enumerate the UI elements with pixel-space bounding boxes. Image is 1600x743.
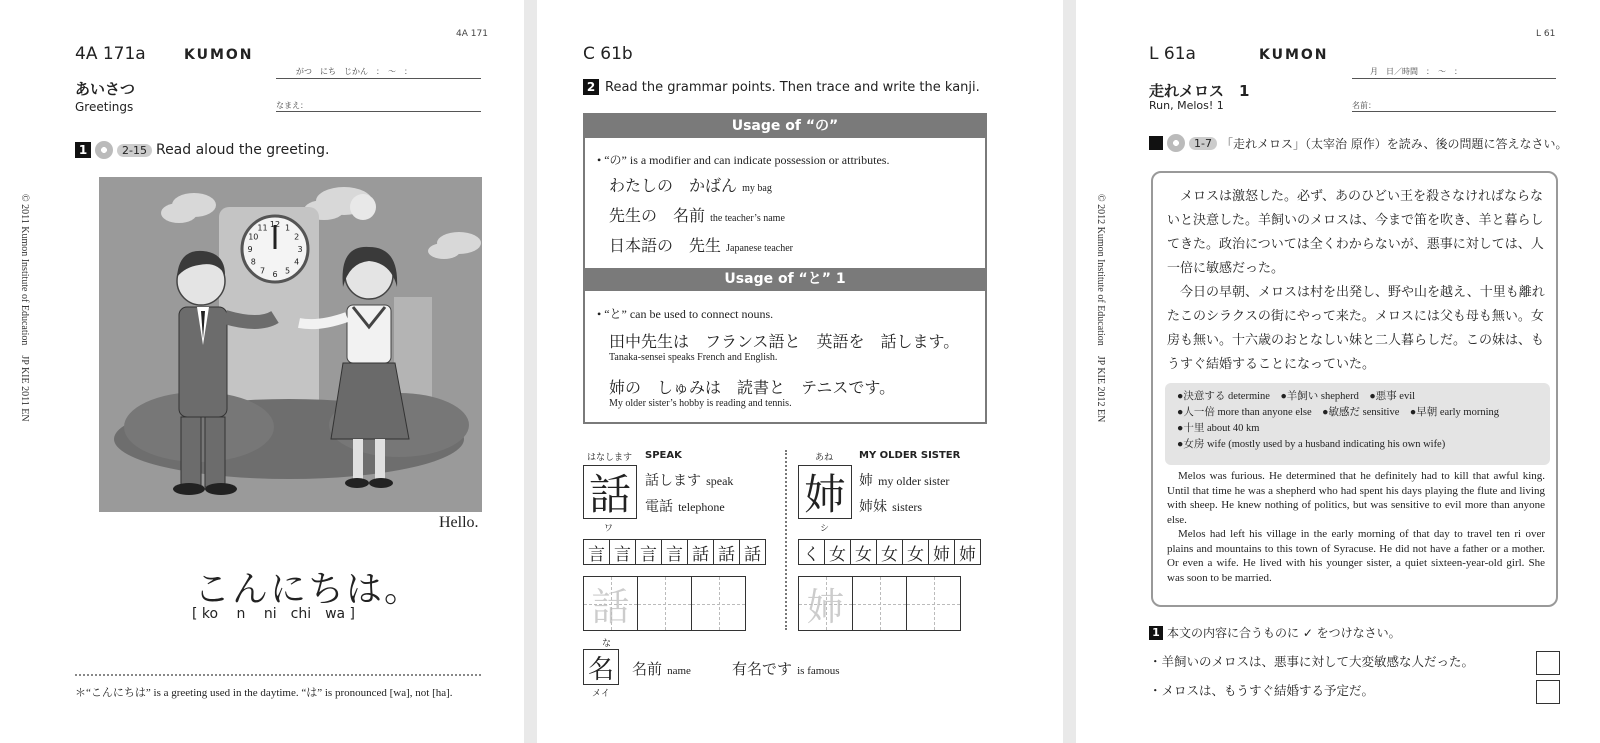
audio-cd-icon[interactable] [95, 141, 113, 159]
stroke-step: 言 [662, 540, 688, 564]
stroke-step: く [799, 540, 825, 564]
example-row [609, 203, 785, 226]
footnote-divider [75, 674, 481, 676]
date-line [276, 78, 481, 79]
lesson-code: L 61a [1149, 44, 1196, 64]
stroke-step: 言 [610, 540, 636, 564]
example-en: Tanaka-sensei speaks French and English. [609, 352, 778, 363]
example-en: Japanese teacher [726, 243, 794, 254]
lesson-code: 4A 171a [75, 44, 146, 64]
greeting-illustration [99, 177, 482, 512]
practice-cell[interactable] [853, 577, 907, 630]
example-en: my bag [742, 183, 772, 194]
grammar-box [583, 113, 987, 424]
kanji-word: 有名です is famous [732, 660, 840, 678]
kanji-onyomi: メイ [592, 689, 610, 699]
translation-paragraph: Melos had left his village in the early morning of that day to travel ten ri over plains and mountains to this town of Syracuse. He did not have a father or a mother. Or even a wife. He lived with his younger sister, a quiet sixteen-year-old girl. She was soon to be married. [1167, 528, 1545, 584]
worksheet-page-greetings [0, 0, 524, 743]
clock-icon [242, 216, 308, 282]
kanji-main: 名 [583, 649, 619, 685]
audio-track-label: 1-7 [1189, 137, 1217, 150]
stroke-step: 姉 [929, 540, 955, 564]
kanji-word: 電話 telephone [645, 499, 725, 515]
worksheet-page-grammar [537, 0, 1063, 743]
stroke-step: 女 [903, 540, 929, 564]
trace-cell[interactable]: 姉 [799, 577, 853, 630]
clock-numeral: 11 [257, 223, 268, 233]
clock-numeral: 8 [250, 257, 256, 267]
section-heading [583, 79, 980, 95]
section-number: 2 [583, 79, 599, 95]
kanji-meaning: SPEAK [645, 450, 682, 461]
kanji-reading: はなします [587, 453, 633, 463]
date-line-label: 月 日／時間 ： 〜 ： [1370, 67, 1462, 76]
kanji-reading: あね [815, 453, 834, 463]
corner-code: L 61 [1536, 29, 1556, 39]
footnote: ＊“こんにちは” is a greeting used in the daytime. “は” is pronounced [wa], not [ha]. [75, 687, 453, 699]
trace-cell[interactable]: 話 [584, 577, 638, 630]
kanji-main: 姉 [798, 465, 852, 519]
stroke-step: 話 [714, 540, 740, 564]
answer-checkbox[interactable] [1536, 651, 1560, 675]
example-jp: わたしの かばん [609, 176, 738, 195]
practice-cell[interactable] [638, 577, 692, 630]
stroke-step: 話 [744, 544, 761, 565]
translation-paragraph: Melos was furious. He determined that he definitely had to kill that awful king. Until that time he was a shepherd who had spent his days playing the flute and living with sheep. He knew nothing of politics, but was sensitive to evil more than anyone else. [1167, 470, 1545, 526]
worksheet-page-reading [1076, 0, 1600, 743]
name-line-label: 名前： [1352, 101, 1376, 110]
question-item: ・羊飼いのメロスは、悪事に対して大変敏感な人だった。 [1149, 654, 1475, 669]
section-heading [75, 141, 329, 159]
kanji-meaning: MY OLDER SISTER [859, 450, 961, 461]
example-jp: 先生の 名前 [609, 206, 706, 225]
writing-practice-grid[interactable] [583, 576, 746, 631]
clock-numeral: 9 [247, 245, 253, 254]
kanji-word: 姉 my older sister [859, 473, 950, 489]
kumon-logo: KUMON [1259, 47, 1329, 63]
clock-numeral: 6 [272, 270, 278, 279]
clock-numeral: 7 [259, 266, 266, 276]
glossary-line: ●女房 wife (mostly used by a husband indicating his own wife) [1177, 439, 1446, 450]
grammar-bullet-to: • “と” can be used to connect nouns. [597, 307, 774, 321]
stroke-order-row [583, 539, 766, 565]
question-item: ・メロスは、もうすぐ結婚する予定だ。 [1149, 683, 1375, 698]
copyright-vertical: © 2012 Kumon Institute of Education JP KIE 2012 EN [1095, 194, 1106, 423]
kanji-onyomi: ワ [604, 524, 614, 534]
kanji-word: 名前 name [632, 660, 691, 678]
example-jp: 姉の しゅみは 読書と テニスです。 [609, 378, 896, 397]
section-number: 1 [75, 142, 91, 158]
kanji-main: 話 [583, 465, 637, 519]
lesson-code: C 61b [583, 44, 633, 64]
clock-numeral: 5 [284, 266, 291, 276]
kanji-divider [785, 450, 787, 630]
section-square-icon [1149, 136, 1163, 150]
glossary-line: ●人一倍 more than anyone else ●敏感だ sensitive ●早朝 early morning [1177, 407, 1500, 418]
grammar-header-to: Usage of “と” 1 [585, 268, 985, 291]
instruction-text: 「走れメロス」（太宰治 原作）を読み、後の問題に答えなさい。 [1220, 136, 1568, 151]
clock-numeral: 4 [294, 257, 300, 267]
kanji-word: 話します speak [645, 473, 734, 489]
example-row [609, 375, 895, 409]
stroke-step: 姉 [959, 544, 976, 565]
answer-checkbox[interactable] [1536, 680, 1560, 704]
grammar-bullet-no: • “の” is a modifier and can indicate possession or attributes. [597, 153, 890, 167]
kanji-onyomi: シ [820, 524, 830, 534]
clock-numeral: 10 [248, 232, 259, 242]
page-title-en: Run, Melos! 1 [1149, 99, 1224, 112]
stroke-step: 女 [825, 540, 851, 564]
story-paragraph: 今日の早朝、メロスは村を出発し、野や山を越え、十里も離れたこのシラクスの街にやって来た。メロスには父も母も無い。女房も無い。十六歳のおとなしい妹と二人暮らしだ。この妹は、もうすぐ結婚することになっていた。 [1167, 285, 1545, 372]
stroke-step: 女 [877, 540, 903, 564]
glossary-box [1165, 383, 1550, 465]
practice-cell[interactable] [907, 577, 960, 630]
example-jp: 日本語の 先生 [609, 236, 722, 255]
stroke-order-row [798, 539, 981, 565]
audio-track-label: 2-15 [117, 144, 152, 157]
reading-passage-box [1151, 171, 1558, 607]
stroke-step: 話 [688, 540, 714, 564]
kumon-logo: KUMON [184, 47, 254, 63]
stroke-step: 女 [851, 540, 877, 564]
stroke-step: 言 [584, 540, 610, 564]
example-en: the teacher’s name [710, 213, 785, 224]
name-line [1352, 111, 1556, 112]
clock-numeral: 3 [297, 245, 303, 254]
grammar-header-no: Usage of “の” [585, 115, 985, 138]
section-heading [1149, 134, 1568, 152]
corner-code: 4A 171 [456, 29, 488, 39]
page-title-jp: 走れメロス 1 [1149, 82, 1250, 100]
clock-numeral: 2 [294, 232, 300, 242]
date-line [1352, 78, 1556, 79]
name-line-label: なまえ： [276, 101, 308, 110]
example-row [609, 173, 772, 196]
writing-practice-grid[interactable] [798, 576, 961, 631]
copyright-vertical: © 2011 Kumon Institute of Education JP KIE 2011 EN [19, 194, 30, 422]
question-instruction: 本文の内容に合うものに ✓ をつけなさい。 [1167, 626, 1401, 640]
instruction-text: Read aloud the greeting. [155, 142, 330, 158]
clock-numeral: 12 [269, 220, 281, 229]
romaji-reading: [ ko n ni chi wa ] [192, 606, 356, 622]
question-number: 1 [1149, 626, 1163, 640]
stroke-step: 言 [636, 540, 662, 564]
kanji-word: 姉妹 sisters [859, 499, 923, 515]
story-paragraph: メロスは激怒した。必ず、あのひどい王を殺さなければならないと決意した。羊飼いのメロスは、今まで笛を吹き、羊と暮らしてきた。政治については全くわからないが、悪事に対しては、人一倍に敏感だった。 [1167, 189, 1544, 276]
glossary-line: ●十里 about 40 km [1177, 423, 1260, 434]
date-line-label: がつ にち じかん ： 〜 ： [296, 67, 412, 76]
question-heading [1149, 624, 1401, 641]
example-row [609, 233, 793, 256]
kanji-reading: な [602, 639, 612, 649]
name-line [276, 111, 481, 112]
practice-cell[interactable] [692, 577, 745, 630]
instruction-text: Read the grammar points. Then trace and write the kanji. [605, 79, 980, 95]
page-title-en: Greetings [75, 100, 134, 114]
example-row [609, 329, 959, 363]
illustration-caption: Hello. [439, 514, 479, 531]
audio-cd-icon[interactable] [1167, 134, 1185, 152]
example-en: My older sister’s hobby is reading and tennis. [609, 398, 792, 409]
page-title-jp: あいさつ [75, 80, 136, 98]
glossary-line: ●決意する determine ●羊飼い shepherd ●悪事 evil [1177, 391, 1416, 402]
example-jp: 田中先生は フランス語と 英語を 話します。 [609, 332, 960, 351]
big-greeting-text: こんにちは。 [194, 569, 423, 610]
clock-numeral: 1 [284, 223, 291, 233]
